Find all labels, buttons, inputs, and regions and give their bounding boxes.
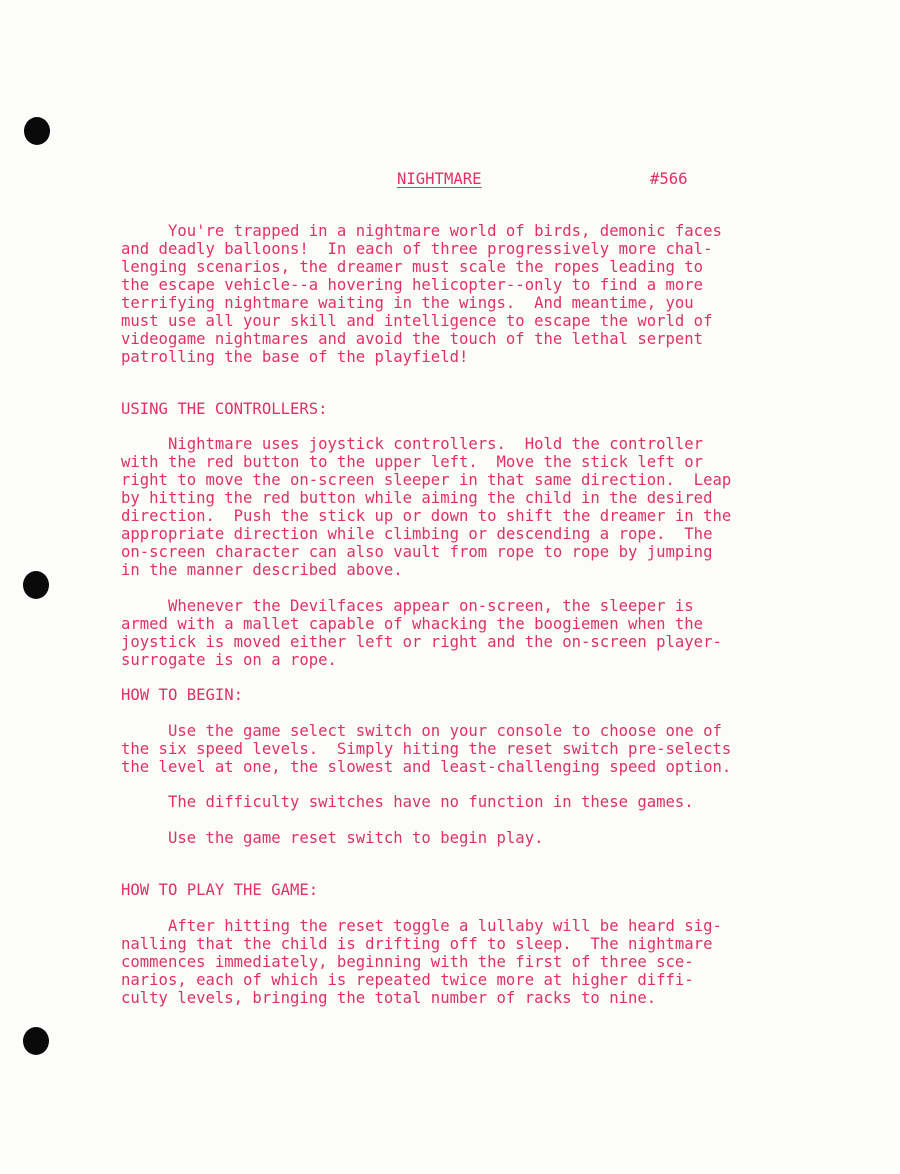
section-heading-controllers: USING THE CONTROLLERS: [121,400,328,418]
section-heading-play: HOW TO PLAY THE GAME: [121,881,319,899]
controllers-paragraph-2: Whenever the Devilfaces appear on-screen, the sleeper is armed with a mallet capable of whacking the boogiemen when the joystick is moved either left or right and the on-screen player- surrogate is on a rope. [121,597,722,669]
begin-paragraph-1: Use the game select switch on your console to choose one of the six speed levels. Simply hiting the reset switch pre-selects the level at one, the slowest and least-challenging speed option. [121,722,732,776]
intro-paragraph: You're trapped in a nightmare world of birds, demonic faces and deadly balloons! In each of three progressively more chal- lenging scenarios, the dreamer must scale the ropes leading to the escape vehicle--a hovering helicopter--only to find a more terrifying nightmare waiting in the wings. And meantime, you must use all your skill and intelligence to escape the world of videogame nightmares and avoid the touch of the lethal serpent patrolling the base of the playfield! [121,222,722,366]
controllers-paragraph-1: Nightmare uses joystick controllers. Hold the controller with the red button to the upper left. Move the stick left or right to move the on-screen sleeper in that same direction. Leap by hitting the red button while aiming the child in the desired direction. Push the stick up or down to shift the dreamer in the appropriate direction while climbing or descending a rope. The on-screen character can also vault from rope to rope by jumping in the manner described above. [121,435,732,579]
document-title: NIGHTMARE [397,170,482,188]
begin-paragraph-2: The difficulty switches have no function in these games. [121,793,694,811]
play-paragraph-1: After hitting the reset toggle a lullaby will be heard sig- nalling that the child is drifting off to sleep. The nightmare commences immediately, beginning with the first of three sce- narios, each of which is repeated twice more at higher diffi- culty levels, bringing the total number of racks to nine. [121,917,722,1007]
binder-hole-middle [23,571,49,599]
begin-paragraph-3: Use the game reset switch to begin play. [121,829,544,847]
section-heading-begin: HOW TO BEGIN: [121,686,244,704]
binder-hole-top [24,117,50,145]
binder-hole-bottom [23,1027,49,1055]
document-number: #566 [650,170,688,188]
